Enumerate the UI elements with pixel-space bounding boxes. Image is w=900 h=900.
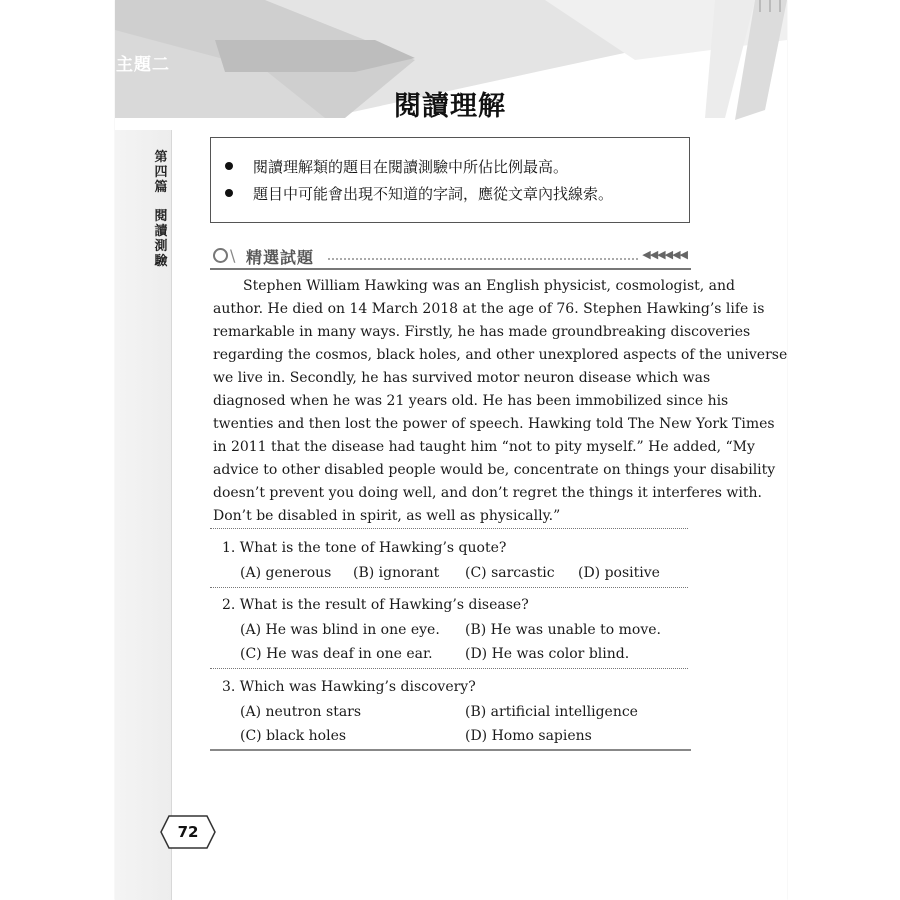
passage-line: diagnosed when he was 21 years old. He has been immobilized since his — [213, 393, 729, 409]
passage-line: in 2011 that the disease had taught him “not to pity myself.” He added, “My — [213, 439, 755, 455]
passage-line: Stephen William Hawking was an English physicist, cosmologist, and — [243, 278, 735, 294]
bullet-icon — [225, 189, 233, 197]
part-name: 閱讀測驗 — [154, 209, 168, 269]
bullet-icon — [225, 162, 233, 170]
divider — [210, 668, 688, 669]
tip-item: 閱讀理解類的題目在閱讀測驗中所佔比例最高。 — [225, 156, 568, 177]
passage-line: author. He died on 14 March 2018 at the age of 76. Stephen Hawking’s life is — [213, 301, 765, 317]
option-a[interactable]: (A) He was blind in one eye. — [240, 622, 440, 638]
passage-line: we live in. Secondly, he has survived motor neuron disease which was — [213, 370, 711, 386]
option-a[interactable]: (A) generous — [240, 565, 332, 581]
option-d[interactable]: (D) positive — [578, 565, 660, 581]
reading-passage — [213, 275, 788, 528]
option-b[interactable]: (B) artificial intelligence — [465, 704, 638, 720]
passage-line: twenties and then lost the power of speech. Hawking told The New York Times — [213, 416, 775, 432]
option-d[interactable]: (D) Homo sapiens — [465, 728, 592, 744]
option-b[interactable]: (B) He was unable to move. — [465, 622, 661, 638]
tip-item: 題目中可能會出現不知道的字詞，應從文章內找線索。 — [225, 183, 613, 204]
section-heading — [210, 246, 691, 270]
arrows-icon: ◀◀◀◀◀◀ — [642, 248, 687, 261]
question-stem: 1. What is the tone of Hawking’s quote? — [222, 540, 507, 556]
passage-line: remarkable in many ways. Firstly, he has made groundbreaking discoveries — [213, 324, 751, 340]
divider — [210, 587, 688, 588]
vertical-part-label — [150, 150, 172, 269]
passage-line: doesn’t prevent you doing well, and don’t regret the things it interferes with. — [213, 485, 762, 501]
theme-label: 主題二 — [116, 55, 170, 75]
passage-line: Don’t be disabled in spirit, as well as physically.” — [213, 508, 561, 524]
question-stem: 2. What is the result of Hawking’s disease? — [222, 597, 529, 613]
option-a[interactable]: (A) neutron stars — [240, 704, 362, 720]
slash-icon: \ — [230, 246, 236, 265]
section-title: 精選試題 — [246, 248, 315, 267]
option-d[interactable]: (D) He was color blind. — [465, 646, 630, 662]
option-c[interactable]: (C) sarcastic — [465, 565, 555, 581]
circle-icon — [213, 248, 228, 263]
page-number-badge — [160, 815, 216, 849]
option-b[interactable]: (B) ignorant — [353, 565, 440, 581]
option-c[interactable]: (C) black holes — [240, 728, 347, 744]
page-title: 閱讀理解 — [394, 91, 506, 122]
dotted-rule — [328, 258, 638, 260]
passage-line: regarding the cosmos, black holes, and other unexplored aspects of the universe — [213, 347, 788, 363]
question-stem: 3. Which was Hawking’s discovery? — [222, 679, 476, 695]
tips-box — [210, 137, 690, 223]
option-c[interactable]: (C) He was deaf in one ear. — [240, 646, 433, 662]
passage-line: advice to other disabled people would be, concentrate on things your disability — [213, 462, 776, 478]
page-number: 72 — [177, 823, 199, 841]
divider — [210, 528, 688, 529]
divider-bottom — [210, 749, 691, 751]
part-label: 第四篇 — [154, 150, 168, 195]
